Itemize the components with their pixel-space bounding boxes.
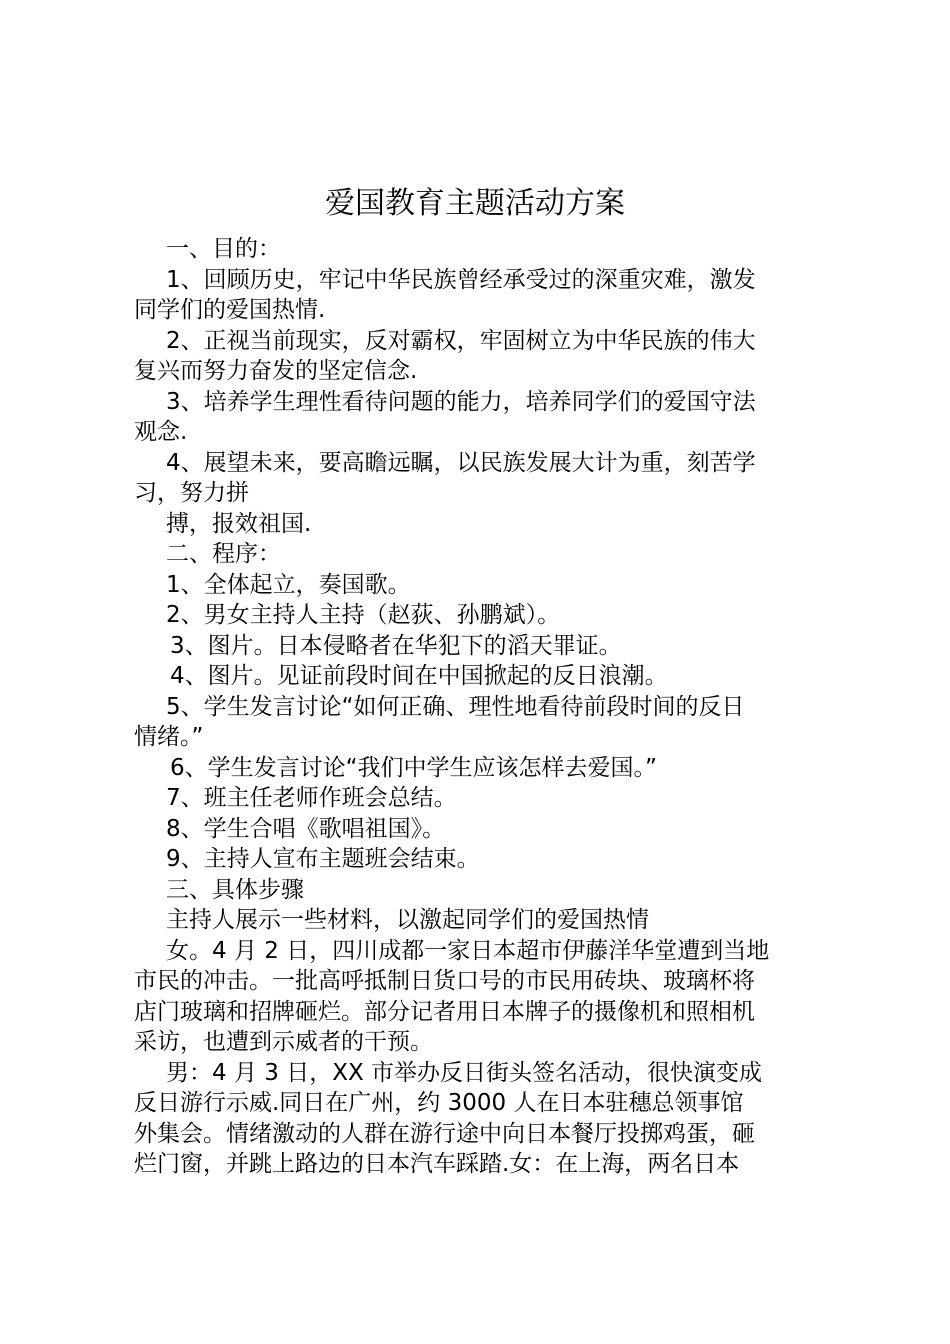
text-line: 7、班主任老师作班会总结。: [166, 785, 457, 811]
paragraph-procedure-1: [134, 570, 834, 601]
paragraph-purpose-3: [134, 387, 834, 418]
document-title: 爱国教育主题活动方案: [325, 186, 625, 221]
paragraph-procedure-6: [134, 753, 834, 784]
paragraph-procedure-2: [134, 600, 834, 631]
paragraph-male-host-1: [134, 1058, 834, 1089]
paragraph-procedure-5: [134, 692, 834, 723]
paragraph-steps-intro: [134, 905, 834, 936]
paragraph-purpose-1: [134, 265, 834, 296]
text-line: 店门玻璃和招牌砸烂。部分记者用日本牌子的摄像机和照相机: [134, 998, 755, 1025]
paragraph-procedure-8: [134, 814, 834, 845]
text-line: 同学们的爱国热情.: [134, 297, 326, 323]
text-line: 女。4 月 2 日，四川成都一家日本超市伊藤洋华堂遭到当地: [166, 937, 770, 964]
text-line: 4、展望未来，要高瞻远瞩，以民族发展大计为重，刻苦学: [166, 449, 756, 476]
paragraph-purpose-2: [134, 326, 834, 357]
text-line: 8、学生合唱《歌唱祖国》。: [166, 815, 446, 842]
text-line: 市民的冲击。一批高呼抵制日货口号的市民用砖块、玻璃杯将: [134, 968, 755, 994]
text-line: 采访，也遭到示威者的干预。: [134, 1029, 433, 1055]
paragraph-procedure-4: [134, 661, 834, 692]
text-line: 外集会。情绪激动的人群在游行途中向日本餐厅投掷鸡蛋，砸: [134, 1120, 755, 1147]
text-line: 2、正视当前现实，反对霸权，牢固树立为中华民族的伟大: [166, 327, 756, 354]
text-line: 3、培养学生理性看待问题的能力，培养同学们的爱国守法: [166, 388, 756, 415]
text-line: 反日游行示威.同日在广州，约 3000 人在日本驻穗总领事馆: [134, 1090, 744, 1116]
text-line: 烂门窗，并跳上路边的日本汽车踩踏.女：在上海，两名日本: [134, 1151, 740, 1177]
text-line: 4、图片。见证前段时间在中国掀起的反日浪潮。: [170, 663, 668, 689]
paragraph-purpose-heading: [134, 234, 834, 265]
text-line: 情绪。”: [134, 724, 204, 750]
text-line: 二、程序：: [166, 541, 281, 567]
paragraph-purpose-4-cont: [134, 509, 834, 540]
text-line: 三、具体步骤: [166, 876, 304, 903]
text-line: 一、目的：: [166, 236, 281, 262]
text-line: 5、学生发言讨论“如何正确、理性地看待前段时间的反日: [166, 693, 745, 720]
text-line: 1、全体起立，奏国歌。: [166, 571, 411, 598]
paragraph-procedure-7: [134, 783, 834, 814]
text-line: 复兴而努力奋发的坚定信念.: [134, 358, 418, 384]
text-line: 观念.: [134, 419, 188, 445]
text-line: 男：4 月 3 日，XX 市举办反日街头签名活动，很快演变成: [166, 1059, 763, 1086]
paragraph-steps-heading: [134, 875, 834, 906]
text-line: 3、图片。日本侵略者在华犯下的滔天罪证。: [170, 632, 622, 659]
text-line: 搏，报效祖国.: [166, 510, 312, 537]
text-line: 9、主持人宣布主题班会结束。: [166, 846, 480, 872]
paragraph-purpose-4: [134, 448, 834, 479]
text-line: 6、学生发言讨论“我们中学生应该怎样去爱国。”: [170, 754, 657, 781]
text-line: 主持人展示一些材料，以激起同学们的爱国热情: [166, 907, 649, 933]
paragraph-female-host-1: [134, 936, 834, 967]
paragraph-procedure-3: [134, 631, 834, 662]
paragraph-procedure-9: [134, 844, 834, 875]
text-line: 1、回顾历史，牢记中华民族曾经承受过的深重灾难，激发: [166, 266, 756, 293]
paragraph-procedure-heading: [134, 539, 834, 570]
text-line: 2、男女主持人主持（赵荻、孙鹏斌）。: [166, 602, 561, 628]
document-body: [134, 234, 834, 1180]
text-line: 习，努力拼: [134, 480, 249, 506]
